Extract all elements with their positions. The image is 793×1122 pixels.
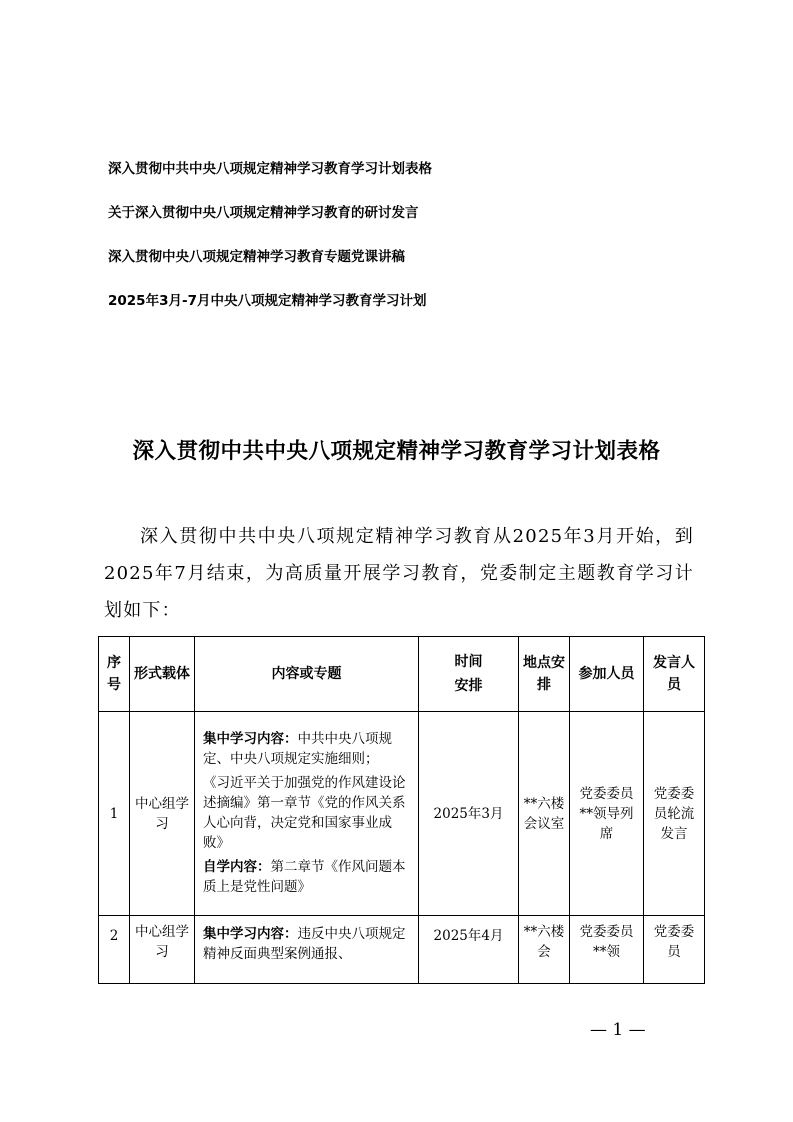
row-time: 2025年4月 (419, 916, 519, 984)
central-study-text-2: 《习近平关于加强党的作风建设论述摘编》第一章节《党的作风关系人心向背，决定党和国家事业成败》 (203, 774, 406, 851)
toc-item[interactable]: 关于深入贯彻中央八项规定精神学习教育的研讨发言 (108, 205, 419, 221)
table-row (99, 916, 705, 984)
header-time-line2: 安排 (454, 678, 483, 694)
toc-item[interactable]: 2025年3月-7月中央八项规定精神学习教育学习计划 (108, 293, 427, 309)
self-study-label: 自学内容： (203, 858, 271, 875)
self-study-text: 第二章节《作风问题本质上是党性问题》 (203, 858, 406, 895)
row-speakers: 党委委员 (644, 916, 705, 984)
row-form: 中心组学习 (130, 712, 195, 916)
table-header-row (99, 637, 705, 712)
header-speakers: 发言人员 (644, 637, 705, 712)
row-speakers: 党委委员轮流发言 (644, 712, 705, 916)
table-row (99, 712, 705, 916)
row-participants: 党委委员**领 (570, 916, 644, 984)
central-study-block (203, 729, 410, 769)
header-participants: 参加人员 (570, 637, 644, 712)
row-place: **六楼会 (519, 916, 570, 984)
central-study-label: 集中学习内容： (203, 926, 298, 942)
central-study-block (203, 924, 410, 964)
page-number: — 1 — (590, 1020, 646, 1040)
central-study-text: 中共中央八项规定、中央八项规定实施细则； (203, 730, 392, 767)
central-study-label: 集中学习内容： (203, 730, 298, 747)
row-form: 中心组学习 (130, 916, 195, 984)
row-time: 2025年3月 (419, 712, 519, 916)
toc-item[interactable]: 深入贯彻中央八项规定精神学习教育专题党课讲稿 (108, 249, 405, 265)
header-time-line1: 时间 (454, 654, 483, 670)
header-form: 形式载体 (130, 637, 195, 712)
row-participants: 党委委员**领导列席 (570, 712, 644, 916)
header-time (419, 637, 519, 712)
row-content (195, 916, 419, 984)
self-study-block (203, 857, 410, 897)
row-seq: 2 (99, 916, 130, 984)
central-study-text: 违反中央八项规定精神反面典型案例通报、 (203, 926, 406, 962)
row-content (195, 712, 419, 916)
toc-item[interactable]: 深入贯彻中共中央八项规定精神学习教育学习计划表格 (108, 161, 432, 177)
document-title: 深入贯彻中共中央八项规定精神学习教育学习计划表格 (132, 439, 661, 464)
row-place: **六楼会议室 (519, 712, 570, 916)
header-content: 内容或专题 (195, 637, 419, 712)
toc-list (108, 158, 432, 334)
study-plan-table (98, 636, 705, 984)
header-place: 地点安排 (519, 637, 570, 712)
row-seq: 1 (99, 712, 130, 916)
intro-paragraph: 深入贯彻中共中央八项规定精神学习教育从2025年3月开始，到2025年7月结束，为高质量开展学习教育，党委制定主题教育学习计划如下： (104, 526, 694, 621)
header-seq: 序号 (99, 637, 130, 712)
